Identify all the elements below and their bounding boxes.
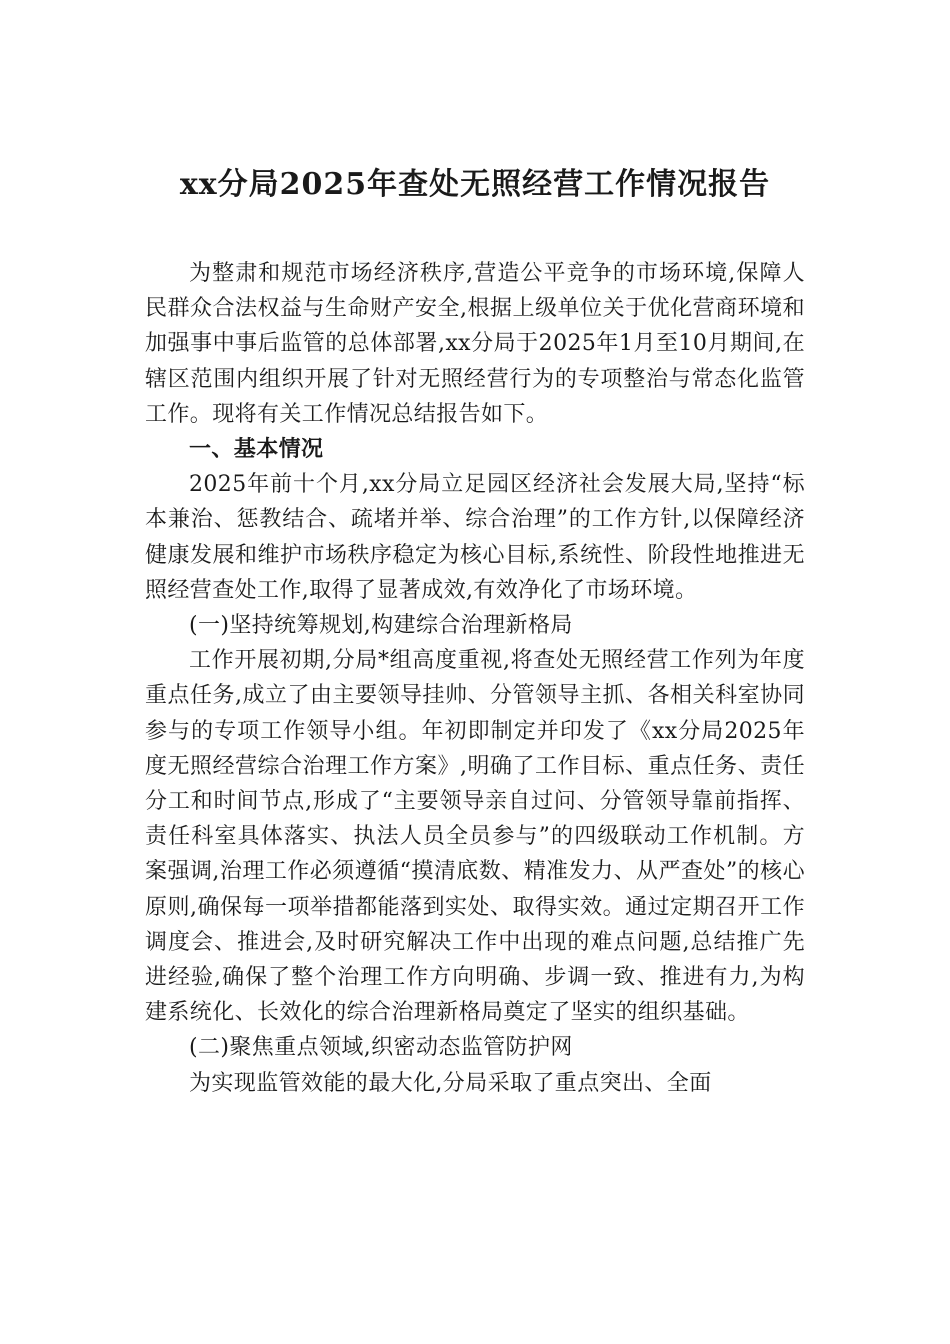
- subsection-heading-1: (一)坚持统筹规划,构建综合治理新格局: [189, 613, 573, 639]
- subsection2-paragraph: 为实现监管效能的最大化,分局采取了重点突出、全面: [189, 1070, 712, 1096]
- document-title: xx分局2025年查处无照经营工作情况报告: [179, 167, 771, 202]
- document-body: [145, 256, 805, 1101]
- section1-paragraph: 2025年前十个月,xx分局立足园区经济社会发展大局,坚持“标本兼治、惩教结合、疏堵并举、综合治理”的工作方针,以保障经济健康发展和维护市场秩序稳定为核心目标,系统性、阶段性地推进无照经营查处工作,取得了显著成效,有效净化了市场环境。: [145, 472, 805, 603]
- section-heading-basic-situation: 一、基本情况: [189, 437, 324, 463]
- subsection1-paragraph: 工作开展初期,分局*组高度重视,将查处无照经营工作列为年度重点任务,成立了由主要领导挂帅、分管领导主抓、各相关科室协同参与的专项工作领导小组。年初即制定并印发了《xx分局2025年度无照经营综合治理工作方案》,明确了工作目标、重点任务、责任分工和时间节点,形成了“主要领导亲自过问、分管领导靠前指挥、责任科室具体落实、执法人员全员参与”的四级联动工作机制。方案强调,治理工作必须遵循“摸清底数、精准发力、从严查处”的核心原则,确保每一项举措都能落到实处、取得实效。通过定期召开工作调度会、推进会,及时研究解决工作中出现的难点问题,总结推广先进经验,确保了整个治理工作方向明确、步调一致、推进有力,为构建系统化、长效化的综合治理新格局奠定了坚实的组织基础。: [145, 648, 805, 1026]
- intro-paragraph: 为整肃和规范市场经济秩序,营造公平竞争的市场环境,保障人民群众合法权益与生命财产安全,根据上级单位关于优化营商环境和加强事中事后监管的总体部署,xx分局于2025年1月至10月期间,在辖区范围内组织开展了针对无照经营行为的专项整治与常态化监管工作。现将有关工作情况总结报告如下。: [145, 261, 805, 427]
- subsection-heading-2: (二)聚焦重点领域,织密动态监管防护网: [189, 1035, 573, 1061]
